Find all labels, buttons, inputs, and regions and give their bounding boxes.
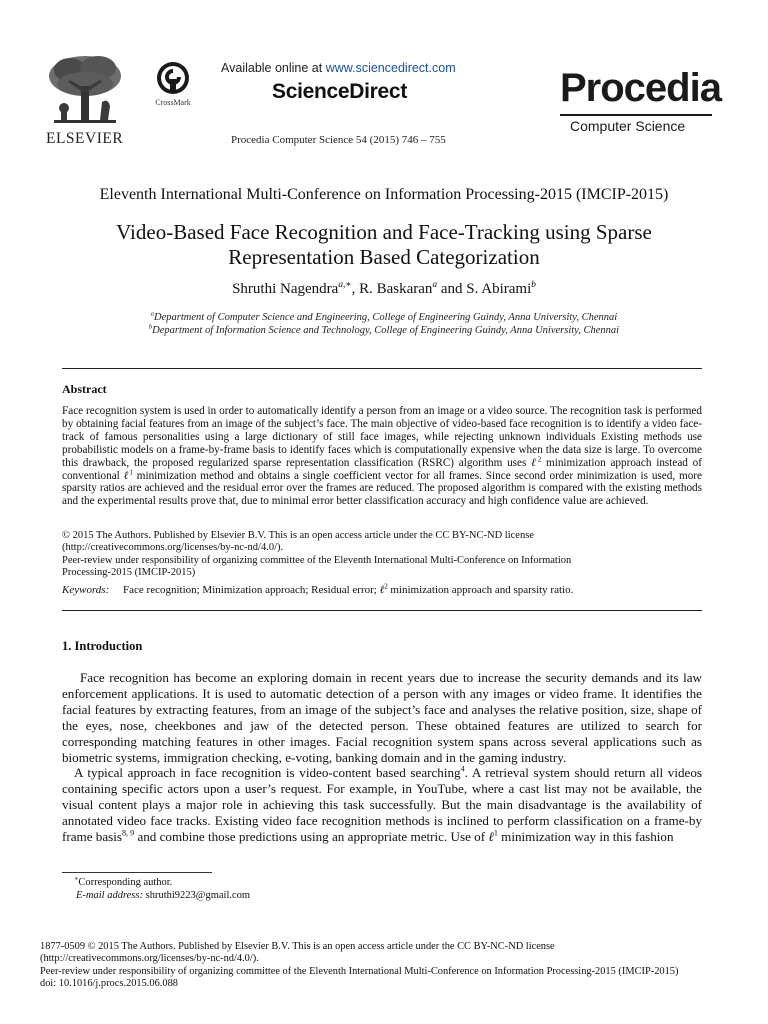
copyright-line: © 2015 The Authors. Published by Elsevier B.V. This is an open access article under the CC BY-NC-ND license <box>62 530 534 541</box>
conference-name: Eleventh International Multi-Conference on Information Processing-2015 (IMCIP-2015) <box>99 186 669 203</box>
corresponding-author: ∗Corresponding author. <box>74 875 173 888</box>
section-heading-introduction: 1. Introduction <box>62 639 143 653</box>
email-address[interactable]: shruthi9223@gmail.com <box>145 890 251 901</box>
author-list <box>0 281 768 298</box>
email-line: E-mail address: shruthi9223@gmail.com <box>76 890 251 901</box>
footer-license-link[interactable]: (http://creativecommons.org/licenses/by-nc-nd/4.0/). <box>40 953 259 965</box>
author-1-affiliation: a,∗ <box>338 280 352 290</box>
abstract-bottom-rule <box>62 610 702 611</box>
footnote <box>62 876 250 902</box>
affiliations <box>0 311 768 337</box>
procedia-subtitle: Computer Science <box>570 118 686 134</box>
copyright-block <box>62 530 702 579</box>
issn-line: 1877-0509 © 2015 The Authors. Published by Elsevier B.V. This is an open access article under the CC BY-NC-ND license <box>40 941 555 952</box>
footnote-rule <box>62 872 212 873</box>
available-online <box>221 61 456 75</box>
license-link[interactable]: (http://creativecommons.org/licenses/by-nc-nd/4.0/). <box>62 542 284 554</box>
author-3-affiliation: b <box>531 280 536 290</box>
abstract-body: Face recognition system is used in order to automatically identify a person from an image or a video source. The recognition task is performed by obtaining facial features from an image of the subject’s face. The main objective of video-based face recognition is to identify a video face-track of famous personalities using a large dictionary of still face images, while rejecting unknown individuals Existing methods use probabilistic models on a frame-by-frame basis to identify faces which is computationally expensive when the data size is large. To overcome this drawback, the proposed regularized sparse representation classification (RSRC) algorithm uses ℓ$^2$ minimization approach instead of conventional ℓ$^1$ minimization method and obtains a single coefficient vector for all frames. Since second order minimization is used, more sparsity ratios are achieved and the residual error over the frames are reduced. The proposed algorithm is compared with the existing methods and the experimental results prove that, due to minimal error better classification accuracy and high confidence value are achieved. <box>62 405 702 508</box>
procedia-wordmark: Procedia <box>560 66 721 110</box>
crossmark-icon <box>155 60 191 96</box>
intro-paragraph-2: A typical approach in face recognition is video-content based searching$^4$. A retrieval system should return all videos containing specific actors upon a user’s request. For example, in YouTube, where a cast list may not be available, the visual content plays a major role in achieving this task successfully. But the main disadvantage is the availability of annotated video face tracks. Existing video face recognition methods is inclined to perform classification on a frame-by frame basis$^{8, 9}$ and combine those predictions using an appropriate metric. Use of ℓ$^1$ minimization way in this fashion <box>62 765 702 845</box>
title-line-1: Video-Based Face Recognition and Face-Tracking using Sparse <box>116 220 652 244</box>
footer-peer-review: Peer-review under responsibility of organizing committee of the Eleventh International Multi-Conference on Information Processing-2015 (IMCIP-2015) <box>40 965 679 977</box>
affiliation-a: $^a$Department of Computer Science and Engineering, College of Engineering Guindy, Anna University, Chennai <box>150 310 618 323</box>
author-1: Shruthi Nagendra <box>232 281 339 297</box>
paper-title <box>0 220 768 270</box>
footer-block <box>40 941 740 990</box>
title-line-2: Representation Based Categorization <box>228 245 540 269</box>
author-2: , R. Baskaran <box>351 281 433 297</box>
crossmark-badge[interactable] <box>144 60 202 112</box>
doi-line[interactable]: doi: 10.1016/j.procs.2015.06.088 <box>40 977 178 989</box>
crossmark-label: CrossMark <box>155 98 191 107</box>
author-3: and S. Abirami <box>437 281 532 297</box>
abstract-heading: Abstract <box>62 382 107 396</box>
journal-citation: Procedia Computer Science 54 (2015) 746 – 755 <box>231 134 446 146</box>
keywords-list: Face recognition; Minimization approach; Residual error; ℓ$^2$ minimization approach and sparsity ratio. <box>123 583 574 596</box>
keywords-label: Keywords: <box>62 584 110 596</box>
procedia-rule <box>560 114 712 116</box>
elsevier-logo <box>40 52 130 148</box>
procedia-logo <box>560 68 720 134</box>
elsevier-tree-icon <box>40 52 130 130</box>
abstract-top-rule <box>62 368 702 369</box>
elsevier-wordmark: ELSEVIER <box>46 130 124 147</box>
author-2-affiliation: a <box>432 280 438 290</box>
affiliation-b: $^b$Department of Information Science and Technology, College of Engineering Guindy, Anna University, Chennai <box>148 323 620 336</box>
intro-paragraph-1: Face recognition has become an exploring domain in recent years due to increase the security demands and its law enforcement applications. It is used to automatic detection of a person with any images or video frame. It identifies the facial features by extracting features, from an image of the subject’s face and analyses the relative position, size, shape of the eyes, nose, cheekbones and jaw of the detected person. These obtained features are utilized to search for corresponding matching features in other images. Facial recognition system spans across several applications such as biometric systems, immigration checking, e-voting, banking domain and in the gaming industry. <box>62 670 702 765</box>
sciencedirect-link[interactable]: www.sciencedirect.com <box>325 61 456 75</box>
introduction-body <box>62 670 702 845</box>
peer-review-line-1: Peer-review under responsibility of organizing committee of the Eleventh International Multi-Conference on Information <box>62 554 572 566</box>
sciencedirect-wordmark: ScienceDirect <box>272 80 408 103</box>
keywords <box>62 584 702 596</box>
available-prefix: Available online at <box>221 61 326 75</box>
peer-review-line-2: Processing-2015 (IMCIP-2015) <box>62 566 196 578</box>
